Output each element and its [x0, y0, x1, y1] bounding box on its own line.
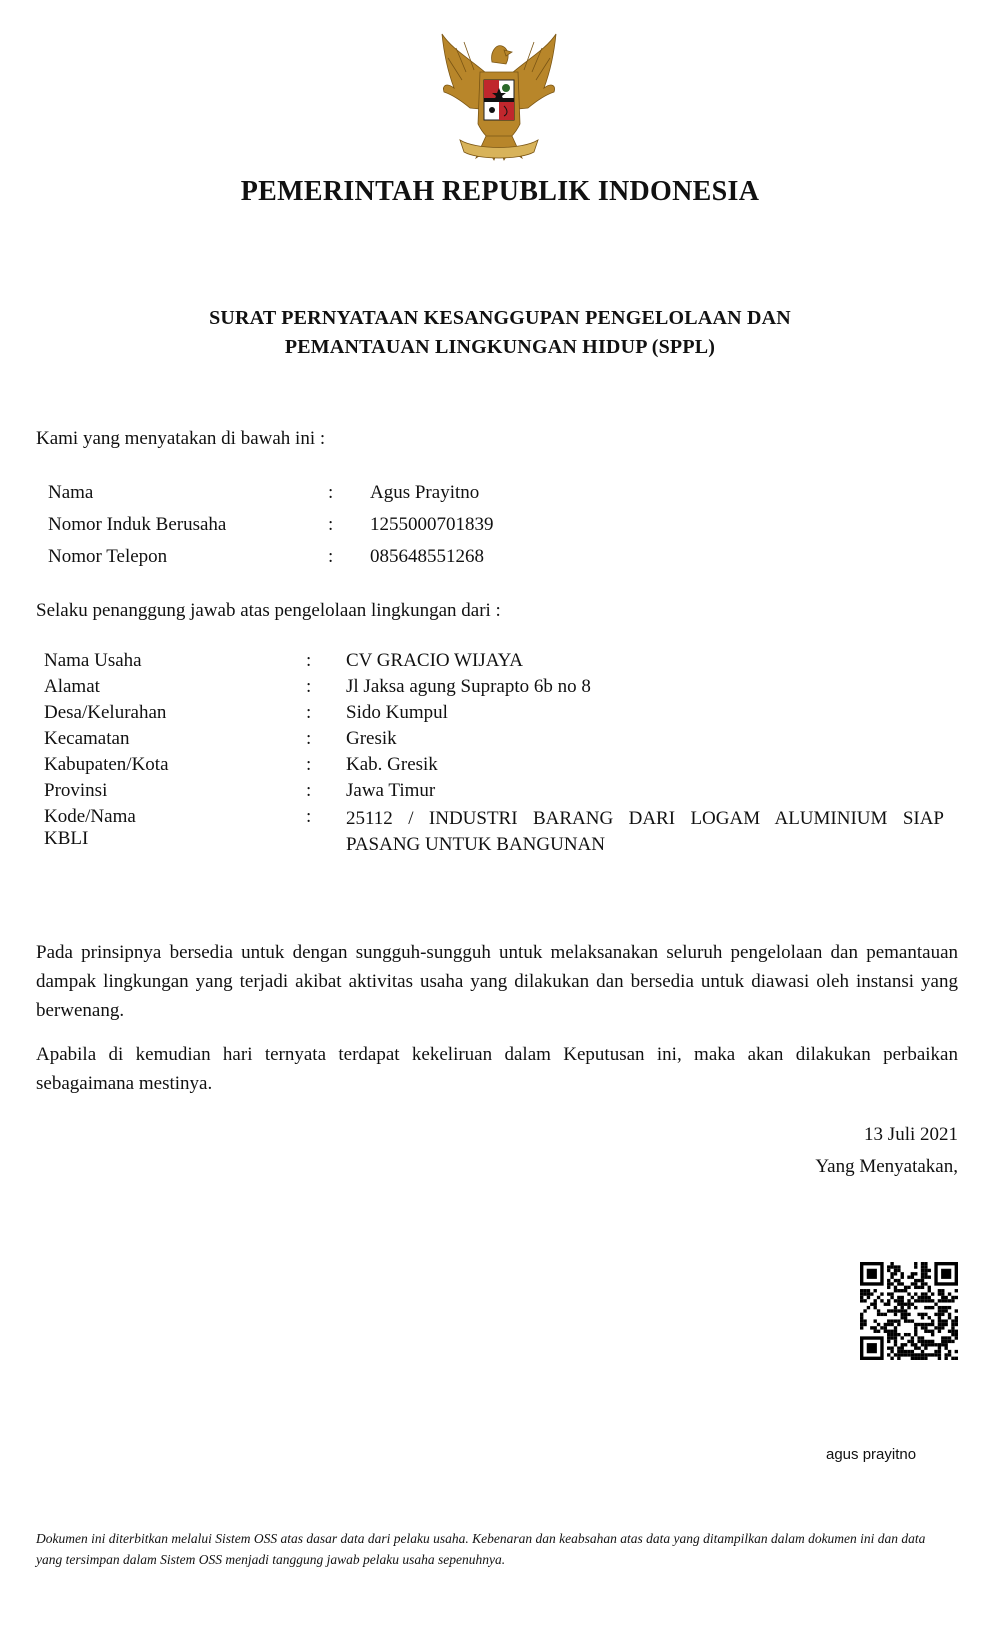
- field-label: Alamat: [44, 676, 100, 697]
- field-label: Desa/Kelurahan: [44, 702, 167, 723]
- signer-name: agus prayitno: [826, 1446, 917, 1463]
- correction-paragraph: Apabila di kemudian hari ternyata terdapat kekeliruan dalam Keputusan ini, maka akan dilakukan perbaikan sebagaimana mestinya.: [36, 1044, 958, 1094]
- field-label: Nama Usaha: [44, 650, 142, 671]
- signature-closing: Yang Menyatakan,: [815, 1156, 958, 1177]
- field-value: 1255000701839: [370, 514, 494, 535]
- field-colon: :: [328, 514, 334, 535]
- field-value: Kab. Gresik: [346, 754, 438, 775]
- field-label: Nama: [48, 482, 94, 503]
- business-details: [44, 650, 954, 860]
- document-title-line1: SURAT PERNYATAAN KESANGGUPAN PENGELOLAAN DAN: [209, 307, 791, 329]
- field-label: Kode/Nama KBLI: [44, 806, 136, 849]
- field-label: Kecamatan: [44, 728, 130, 749]
- field-colon: :: [306, 780, 312, 801]
- field-label: Nomor Induk Berusaha: [48, 514, 227, 535]
- field-value: CV GRACIO WIJAYA: [346, 650, 524, 671]
- field-value: Agus Prayitno: [370, 482, 480, 503]
- field-colon: :: [306, 806, 312, 827]
- field-colon: :: [306, 754, 312, 775]
- footer-disclaimer: Dokumen ini diterbitkan melalui Sistem OSS atas dasar data dari pelaku usaha. Kebenaran dan keabsahan atas data yang ditampilkan dalam dokumen ini dan data yang tersimpan dalam Sistem OSS menjadi tanggung jawab pelaku usaha sepenuhnya.: [36, 1531, 926, 1567]
- field-value: Jl Jaksa agung Suprapto 6b no 8: [346, 676, 591, 697]
- field-colon: :: [328, 546, 334, 567]
- field-colon: :: [328, 482, 334, 503]
- garuda-emblem: [436, 32, 562, 162]
- field-colon: :: [306, 650, 312, 671]
- document-title: [0, 304, 1000, 362]
- declarant-details: [48, 482, 948, 592]
- field-value: Jawa Timur: [346, 780, 436, 801]
- statement-paragraph: Pada prinsipnya bersedia untuk dengan sungguh-sungguh untuk melaksanakan seluruh pengelolaan dan pemantauan dampak lingkungan yang terjadi akibat aktivitas usaha yang dilakukan dan bersedia untuk diawasi oleh instansi yang berwenang.: [36, 942, 958, 1021]
- qr-code: [860, 1262, 958, 1360]
- field-colon: :: [306, 676, 312, 697]
- field-label: Kabupaten/Kota: [44, 754, 169, 775]
- field-value: Sido Kumpul: [346, 702, 448, 723]
- field-label: Provinsi: [44, 780, 108, 801]
- field-value: 25112 / INDUSTRI BARANG DARI LOGAM ALUMINIUM SIAP PASANG UNTUK BANGUNAN: [346, 808, 944, 855]
- responsible-intro-text: Selaku penanggung jawab atas pengelolaan lingkungan dari :: [36, 600, 501, 621]
- field-value: 085648551268: [370, 546, 484, 567]
- intro-text: Kami yang menyatakan di bawah ini :: [36, 428, 326, 449]
- signature-date: 13 Juli 2021: [864, 1124, 958, 1145]
- field-colon: :: [306, 728, 312, 749]
- field-colon: :: [306, 702, 312, 723]
- field-value: Gresik: [346, 728, 397, 749]
- government-title: PEMERINTAH REPUBLIK INDONESIA: [240, 176, 760, 207]
- document-title-line2: PEMANTAUAN LINGKUNGAN HIDUP (SPPL): [284, 336, 716, 358]
- field-label: Nomor Telepon: [48, 546, 168, 567]
